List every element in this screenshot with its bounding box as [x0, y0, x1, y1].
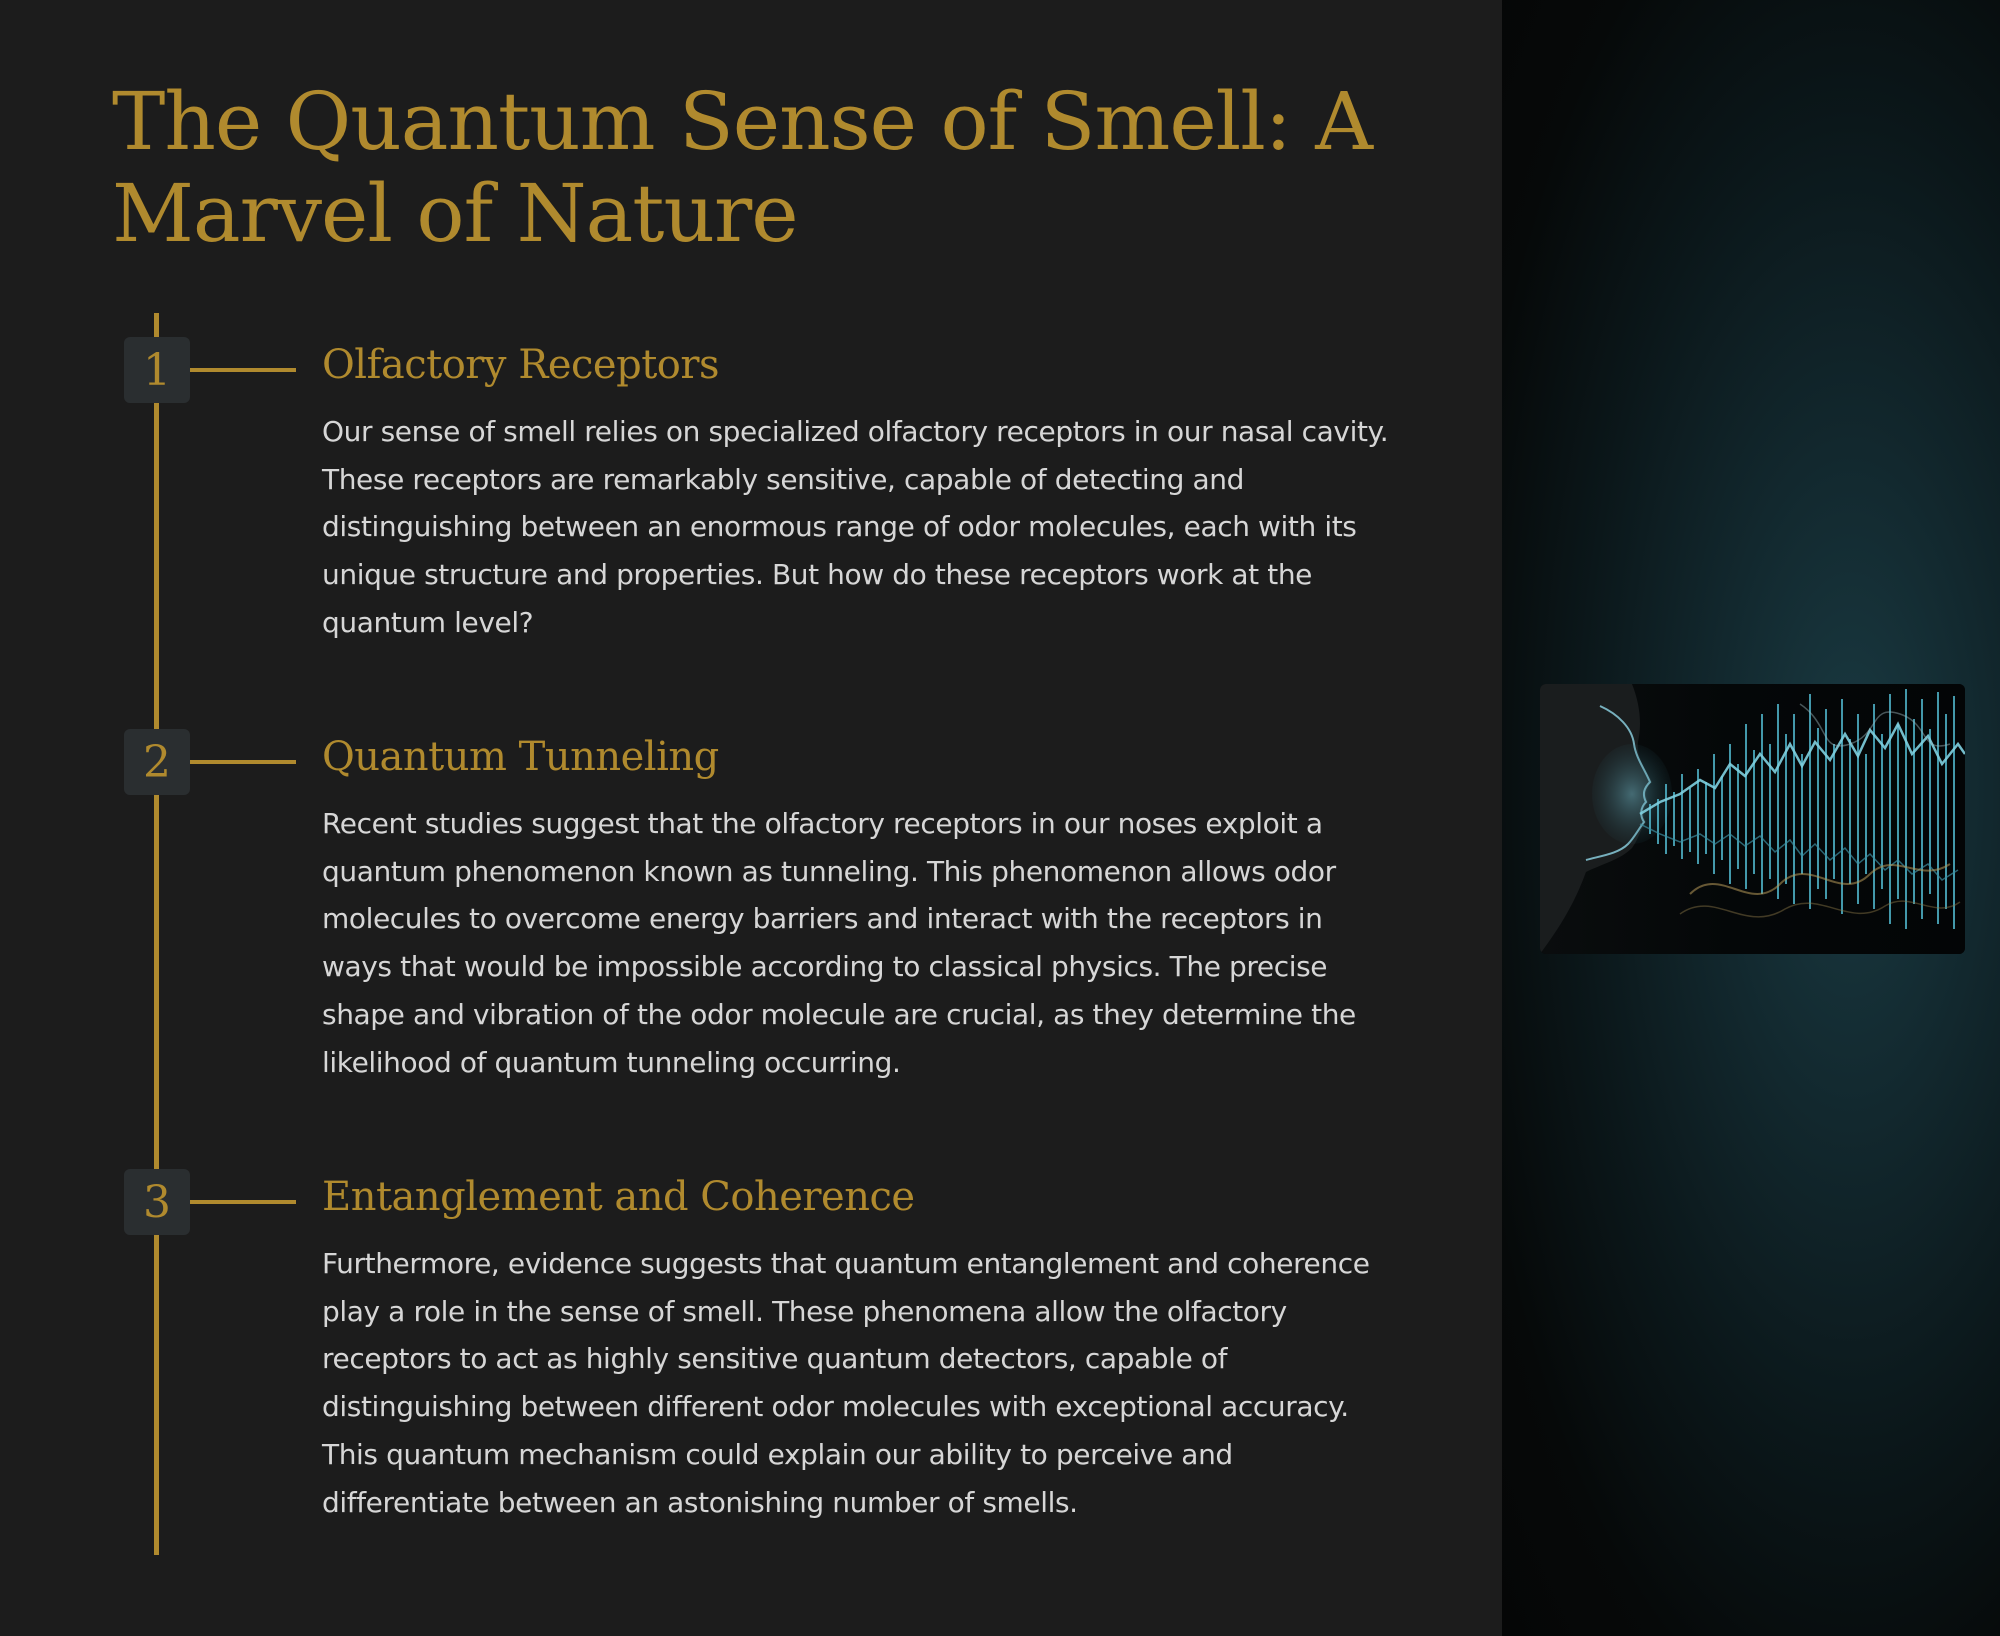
step-connector [190, 760, 296, 764]
step-heading: Olfactory Receptors [322, 342, 720, 388]
step-body: Our sense of smell relies on specialized olfactory receptors in our nasal cavity. These receptors are remarkably sensitive, capable of detecting and distinguishing between an enormous range of odor molecules, each with its unique structure and properties. But how do these receptors work at the quantum level? [322, 415, 1389, 639]
step-body: Furthermore, evidence suggests that quantum entanglement and coherence play a role in the sense of smell. These phenomena allow the olfactory receptors to act as highly sensitive quantum detectors, capable of distinguishing between different odor molecules with exceptional accuracy. This quantum mechanism could explain our ability to perceive and differentiate between an astonishing number of smells. [322, 1247, 1370, 1519]
step-connector [190, 1200, 296, 1204]
step-number-badge: 1 [124, 337, 190, 403]
step-heading: Entanglement and Coherence [322, 1174, 915, 1220]
step-connector [190, 368, 296, 372]
step-number-badge: 3 [124, 1169, 190, 1235]
step-body: Recent studies suggest that the olfactory receptors in our noses exploit a quantum phenomenon known as tunneling. This phenomenon allows odor molecules to overcome energy barriers and interact with the receptors in ways that would be impossible according to classical physics. The precise shape and vibration of the odor molecule are crucial, as they determine the likelihood of quantum tunneling occurring. [322, 807, 1356, 1079]
step-heading: Quantum Tunneling [322, 734, 719, 780]
page-title: The Quantum Sense of Smell: A Marvel of Nature [112, 75, 1372, 260]
step-number-badge: 2 [124, 729, 190, 795]
timeline-line [154, 313, 159, 1555]
face-smell-waveform-image [1540, 684, 1965, 954]
